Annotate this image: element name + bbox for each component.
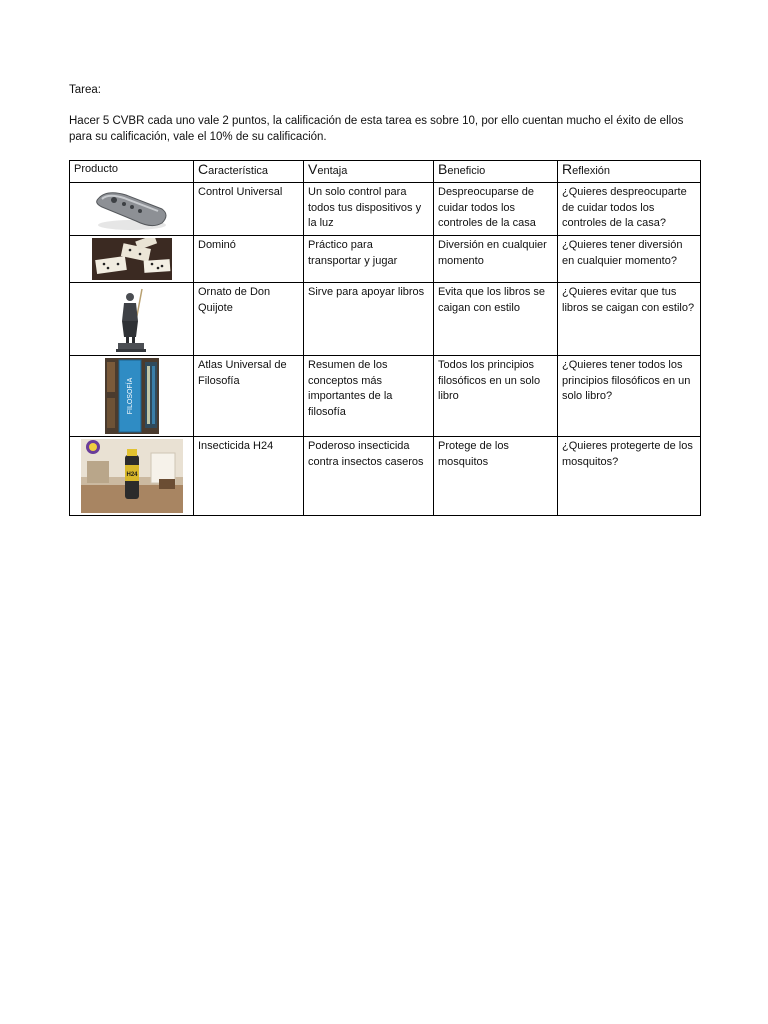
spray-label: H24 <box>125 472 138 478</box>
reflexion-cell: ¿Quieres tener todos los principios filosóficos en un solo libro? <box>558 356 701 437</box>
ventaja-cell: Poderoso insecticida contra insectos caseros <box>304 437 434 516</box>
beneficio-cell: Todos los principios filosóficos en un solo libro <box>434 356 558 437</box>
reflexion-cell: ¿Quieres despreocuparte de cuidar todos los controles de la casa? <box>558 183 701 236</box>
header-ventaja <box>304 161 434 183</box>
ventaja-cell: Sirve para apoyar libros <box>304 283 434 356</box>
cvbr-table <box>69 160 701 516</box>
don-quijote-statue-image <box>102 285 162 353</box>
header-initial: V <box>308 161 318 177</box>
philosophy-atlas-book-image <box>105 358 159 434</box>
product-image-cell <box>70 437 194 516</box>
header-beneficio <box>434 161 558 183</box>
assignment-heading: Tarea: <box>69 84 101 96</box>
product-image-cell <box>70 183 194 236</box>
ventaja-cell: Resumen de los conceptos más importantes de la filosofía <box>304 356 434 437</box>
header-rest: entaja <box>317 165 348 177</box>
header-initial: B <box>438 161 448 177</box>
header-rest: aracterística <box>208 165 269 177</box>
header-producto <box>70 161 194 183</box>
header-reflexion <box>558 161 701 183</box>
beneficio-cell: Protege de los mosquitos <box>434 437 558 516</box>
ventaja-cell: Un solo control para todos tus dispositivos y la luz <box>304 183 434 236</box>
universal-remote-control-image <box>92 185 172 233</box>
header-rest: eneficio <box>447 165 486 177</box>
domino-tiles-image <box>92 238 172 280</box>
reflexion-cell: ¿Quieres evitar que tus libros se caigan con estilo? <box>558 283 701 356</box>
caracteristica-cell: Dominó <box>194 236 304 283</box>
assignment-instructions: Hacer 5 CVBR cada uno vale 2 puntos, la calificación de esta tarea es sobre 10, por ello cuentan mucho el éxito de ellos para su calificación, vale el 10% de su calificación. <box>69 115 684 143</box>
header-initial: R <box>562 161 573 177</box>
table-row <box>70 283 701 356</box>
beneficio-cell: Evita que los libros se caigan con estilo <box>434 283 558 356</box>
product-image-cell <box>70 356 194 437</box>
book-spine-title: FILOSOFÍA <box>126 377 134 415</box>
table-row <box>70 356 701 437</box>
product-image-cell <box>70 236 194 283</box>
ventaja-cell: Práctico para transportar y jugar <box>304 236 434 283</box>
table-row <box>70 236 701 283</box>
table-row <box>70 183 701 236</box>
insecticide-spray-room-image <box>81 439 183 513</box>
caracteristica-cell: Control Universal <box>194 183 304 236</box>
table-row <box>70 437 701 516</box>
caracteristica-cell: Ornato de Don Quijote <box>194 283 304 356</box>
caracteristica-cell: Insecticida H24 <box>194 437 304 516</box>
caracteristica-cell: Atlas Universal de Filosofía <box>194 356 304 437</box>
reflexion-cell: ¿Quieres protegerte de los mosquitos? <box>558 437 701 516</box>
header-producto-label: Producto <box>74 163 119 175</box>
beneficio-cell: Despreocuparse de cuidar todos los controles de la casa <box>434 183 558 236</box>
header-rest: eflexión <box>572 165 611 177</box>
header-caracteristica <box>194 161 304 183</box>
product-image-cell <box>70 283 194 356</box>
reflexion-cell: ¿Quieres tener diversión en cualquier momento? <box>558 236 701 283</box>
beneficio-cell: Diversión en cualquier momento <box>434 236 558 283</box>
header-initial: C <box>198 161 209 177</box>
table-header-row <box>70 161 701 183</box>
